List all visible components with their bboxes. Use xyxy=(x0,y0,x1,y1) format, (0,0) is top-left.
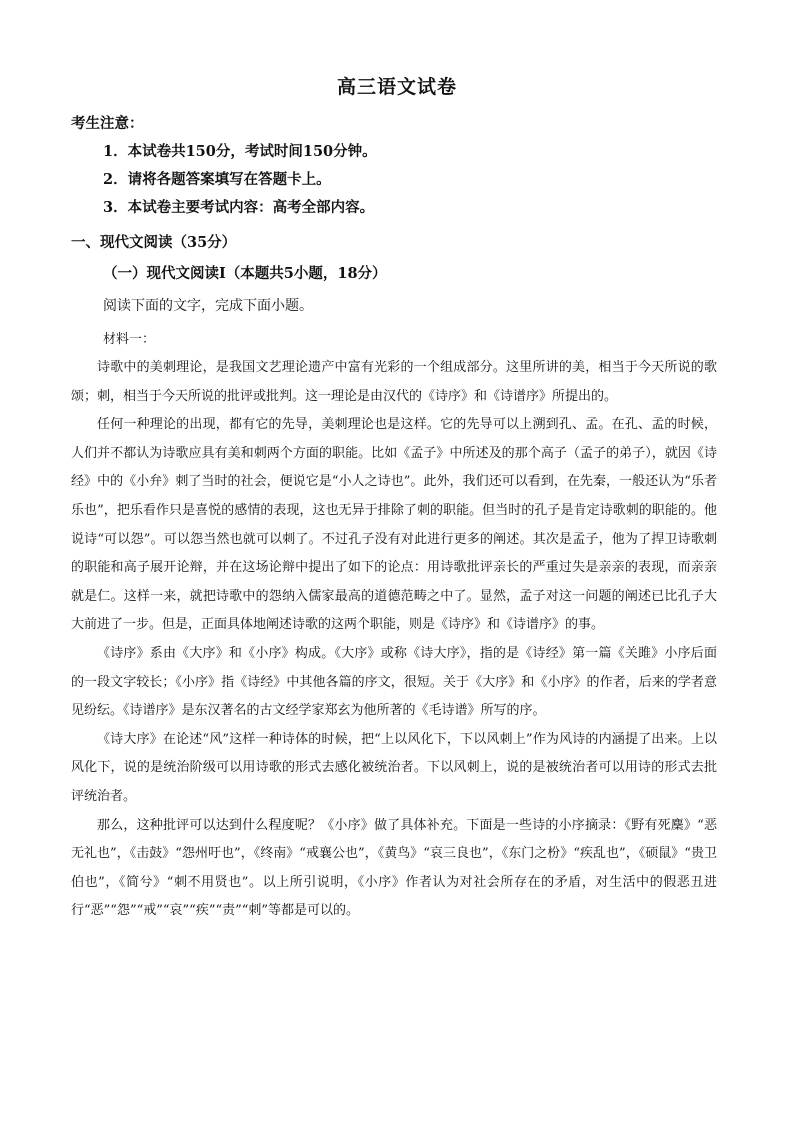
reading-passage xyxy=(71,354,717,926)
exam-title: 高三语文试卷 xyxy=(336,76,457,98)
passage-paragraph: 诗歌中的美刺理论，是我国文艺理论遗产中富有光彩的一个组成部分。这里所讲的美，相当于今天所说的歌颂；刺，相当于今天所说的批评或批判。这一理论是由汉代的《诗序》和《诗谱序》所提出的。 xyxy=(71,360,717,404)
notice-item: 2．请将各题答案填写在答题卡上。 xyxy=(103,171,331,188)
section-heading: 一、现代文阅读（35分） xyxy=(71,234,237,251)
passage-paragraph: 那么，这种批评可以达到什么程度呢？《小序》做了具体补充。下面是一些诗的小序摘录：《野有死麇》“恶无礼也”，《击鼓》“怨州吁也”，《终南》“戒襄公也”，《黄鸟》“哀三良也”，《东门之枌》“疾乱也”，《硕鼠》“贵卫伯也”，《简兮》“刺不用贤也”。以上所引说明，《小序》作者认为对社会所存在的矛盾，对生活中的假恶丑进行“恶”“怨”“戒”“哀”“疾”“责”“刺”等都是可以的。 xyxy=(71,817,717,919)
notice-list xyxy=(103,138,377,222)
passage-paragraph: 任何一种理论的出现，都有它的先导，美刺理论也是这样。它的先导可以上溯到孔、孟。在孔、孟的时候，人们并不都认为诗歌应具有美和刺两个方面的职能。比如《孟子》中所述及的那个高子（孟子的弟子），就因《诗经》中的《小弁》刺了当时的社会，便说它是“小人之诗也”。此外，我们还可以看到，在先秦，一般还认为“乐者乐也”，把乐看作只是喜悦的感情的表现，这也无异于排除了刺的职能。但当时的孔子是肯定诗歌刺的职能的。他说诗“可以怨”。可以怨当然也就可以刺了。不过孔子没有对此进行更多的阐述。其次是孟子，他为了捍卫诗歌刺的职能和高子展开论辩，并在这场论辩中提出了如下的论点：用诗歌批评亲长的严重过失是亲亲的表现，而亲亲就是仁。这样一来，就把诗歌中的怨纳入儒家最高的道德范畴之中了。显然，孟子对这一问题的阐述已比孔子大大前进了一步。但是，正面具体地阐述诗歌的这两个职能，则是《诗序》和《诗谱序》的事。 xyxy=(71,417,717,633)
notice-heading: 考生注意： xyxy=(71,115,144,132)
passage-paragraph: 《诗序》系由《大序》和《小序》构成。《大序》或称《诗大序》，指的是《诗经》第一篇《关雎》小序后面的一段文字较长；《小序》指《诗经》中其他各篇的序文，很短。关于《大序》和《小序》的作者，后来的学者意见纷纭。《诗谱序》是东汉著名的古文经学家郑玄为他所著的《毛诗谱》所写的序。 xyxy=(71,645,717,719)
material-label: 材料一： xyxy=(103,332,156,347)
sub-section-heading: （一）现代文阅读Ⅰ（本题共5小题，18分） xyxy=(103,265,387,282)
notice-item: 3．本试卷主要考试内容：高考全部内容。 xyxy=(103,199,375,216)
reading-instruction: 阅读下面的文字，完成下面小题。 xyxy=(103,298,313,314)
notice-item: 1．本试卷共150分，考试时间150分钟。 xyxy=(103,143,377,160)
passage-paragraph: 《诗大序》在论述“风”这样一种诗体的时候，把“上以风化下，下以风刺上”作为风诗的内涵提了出来。上以风化下，说的是统治阶级可以用诗歌的形式去感化被统治者。下以风刺上，说的是被统治者可以用诗的形式去批评统治者。 xyxy=(71,731,717,804)
